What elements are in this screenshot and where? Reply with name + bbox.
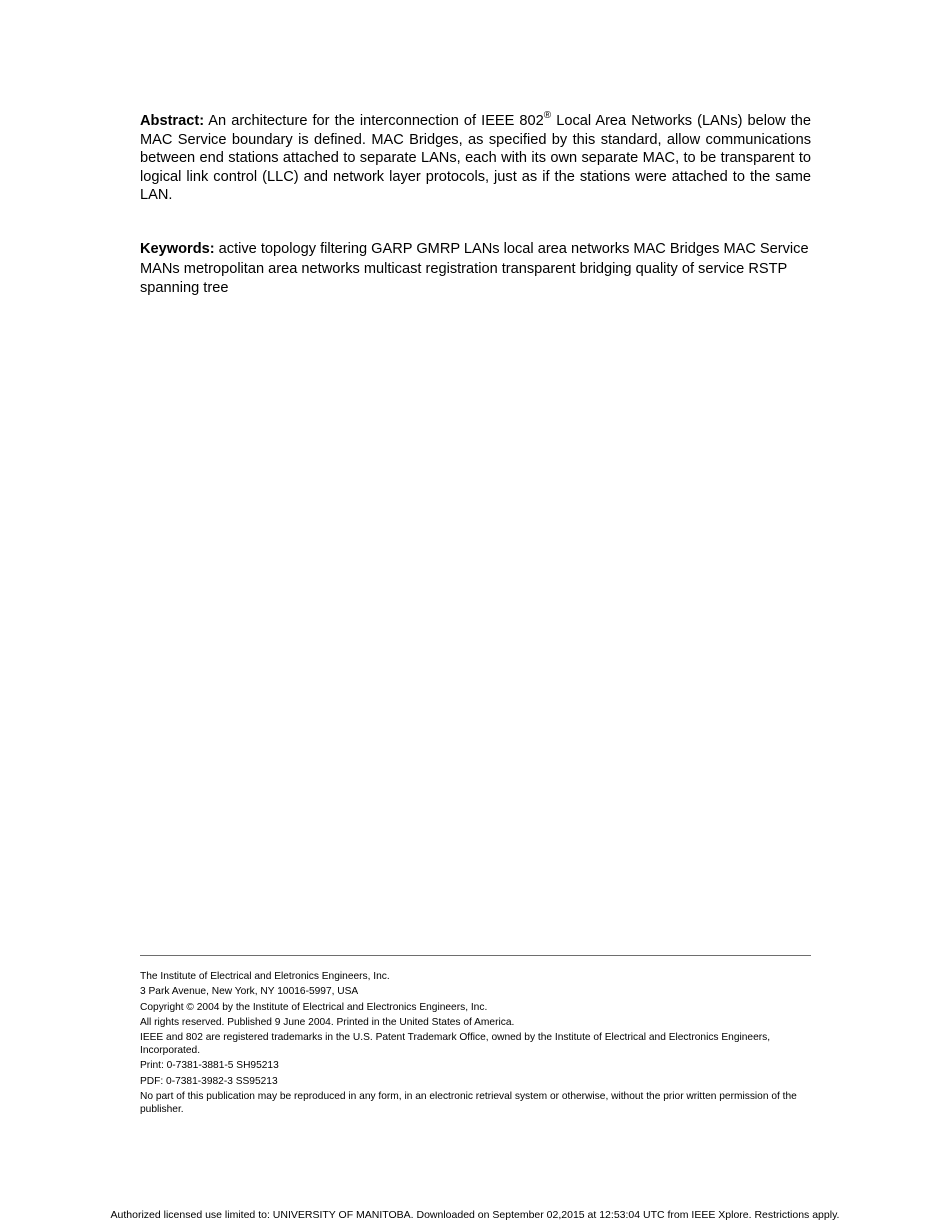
publication-info — [140, 970, 811, 1118]
publisher-address: 3 Park Avenue, New York, NY 10016-5997, USA — [140, 986, 359, 998]
publisher-name: The Institute of Electrical and Eletronics Engineers, Inc. — [140, 971, 390, 982]
pdf-isbn: PDF: 0-7381-3982-3 SS95213 — [140, 1075, 278, 1087]
keywords-paragraph — [140, 240, 811, 299]
trademark-notice: IEEE and 802 are registered trademarks in the U.S. Patent Trademark Office, owned by the Institute of Electrical and Electronics Engineers, Incorporated. — [140, 1032, 771, 1057]
rights-line: All rights reserved. Published 9 June 2004. Printed in the United States of America. — [140, 1016, 515, 1028]
print-isbn: Print: 0-7381-3881-5 SH95213 — [140, 1060, 279, 1072]
abstract-label: Abstract: — [140, 113, 205, 129]
registered-trademark-mark: ® — [543, 110, 552, 122]
license-footer: Authorized licensed use limited to: UNIVERSITY OF MANITOBA. Downloaded on September 02,2015 at 12:53:04 UTC from IEEE Xplore. Restrictions apply. — [110, 1209, 840, 1221]
keywords-text: active topology filtering GARP GMRP LANs local area networks MAC Bridges MAC Service MANs metropolitan area networks multicast registration transparent bridging quality of service RSTP spanning tree — [140, 241, 809, 296]
reproduction-notice: No part of this publication may be reproduced in any form, in an electronic retrieval system or otherwise, without the prior written permission of the publisher. — [140, 1091, 797, 1116]
copyright-line: Copyright © 2004 by the Institute of Electrical and Electronics Engineers, Inc. — [140, 1001, 488, 1013]
abstract-text-start: An architecture for the interconnection of IEEE 802 — [204, 113, 544, 129]
footnote-divider — [140, 955, 811, 956]
abstract-paragraph — [140, 112, 811, 205]
keywords-label: Keywords: — [140, 241, 215, 257]
abstract-text-rest: Local Area Networks (LANs) below the MAC Service boundary is defined. MAC Bridges, as specified by this standard, allow communications between end stations attached to separate LANs, each with its own separate MAC, to be transparent to logical link control (LLC) and network layer protocols, just as if the stations were attached to the same LAN. — [140, 113, 811, 204]
